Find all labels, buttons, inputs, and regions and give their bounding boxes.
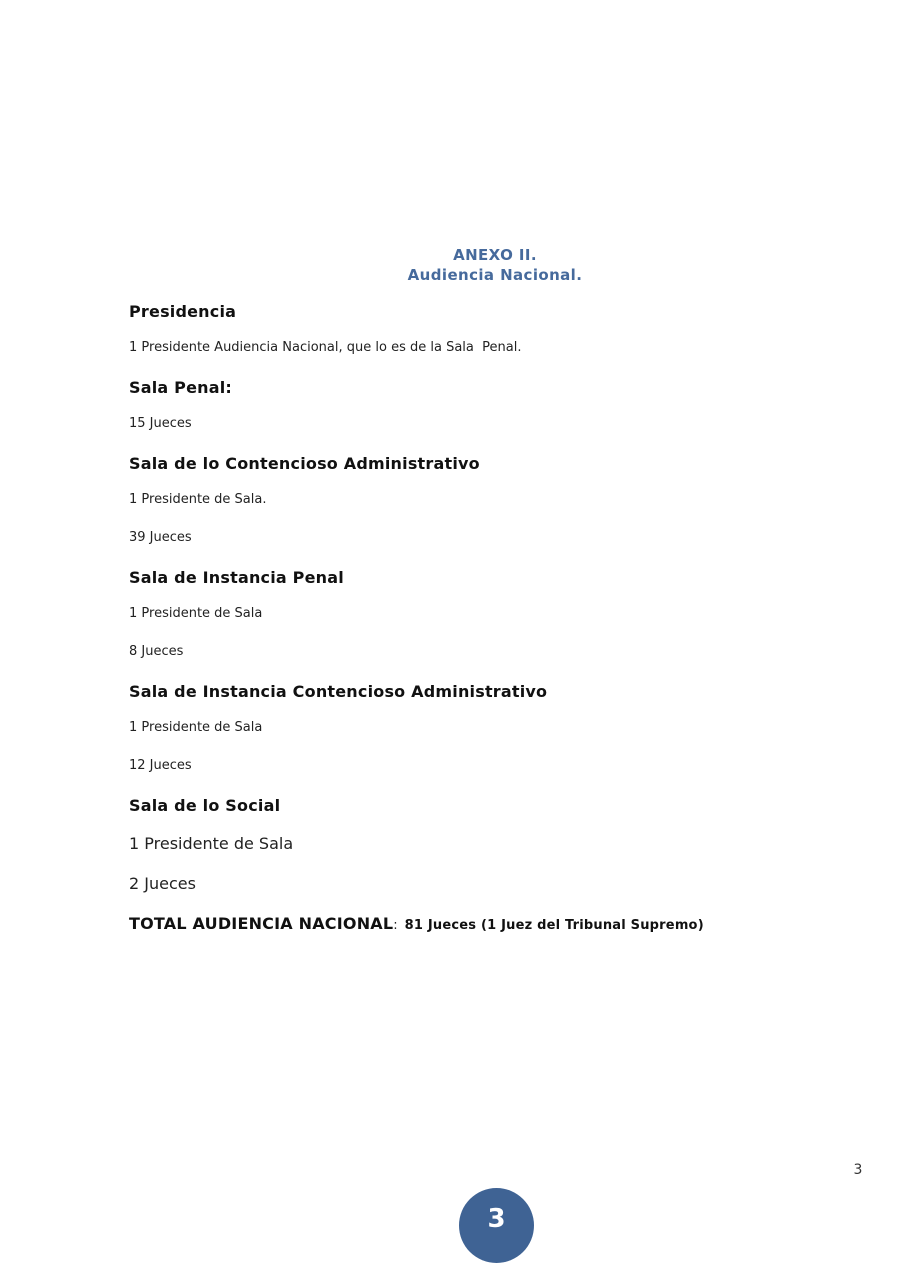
section-heading-sala-penal: Sala Penal: [129, 378, 233, 397]
section-heading-presidencia: Presidencia [129, 302, 237, 321]
section-heading-contencioso-administrativo: Sala de lo Contencioso Administrativo [129, 454, 480, 473]
page-badge-number: 3 [487, 1203, 506, 1234]
section-line: 1 Presidente de Sala [129, 606, 263, 621]
total-line [129, 914, 861, 936]
section-line: 1 Presidente de Sala [129, 720, 263, 735]
section-heading-sala-social: Sala de lo Social [129, 796, 281, 815]
section-line: 1 Presidente de Sala [129, 834, 294, 853]
title-line-1: ANEXO II. [453, 246, 537, 264]
total-value: 81 Jueces (1 Juez del Tribunal Supremo) [404, 918, 704, 933]
section-line: 2 Jueces [129, 874, 196, 893]
total-label: TOTAL AUDIENCIA NACIONAL [129, 914, 394, 933]
section-heading-instancia-contencioso: Sala de Instancia Contencioso Administrativo [129, 682, 548, 701]
document-title [129, 245, 861, 285]
document-content [129, 245, 861, 936]
section-heading-instancia-penal: Sala de Instancia Penal [129, 568, 344, 587]
section-line: 8 Jueces [129, 644, 184, 659]
section-line: 1 Presidente Audiencia Nacional, que lo es de la Sala Penal. [129, 340, 522, 355]
section-line: 39 Jueces [129, 530, 192, 545]
title-line-2: Audiencia Nacional. [407, 266, 583, 284]
section-line: 12 Jueces [129, 758, 192, 773]
section-line: 1 Presidente de Sala. [129, 492, 267, 507]
total-separator: : [393, 918, 398, 933]
section-line: 15 Jueces [129, 416, 192, 431]
page-number: 3 [853, 1162, 863, 1178]
page-number-badge [459, 1188, 534, 1263]
